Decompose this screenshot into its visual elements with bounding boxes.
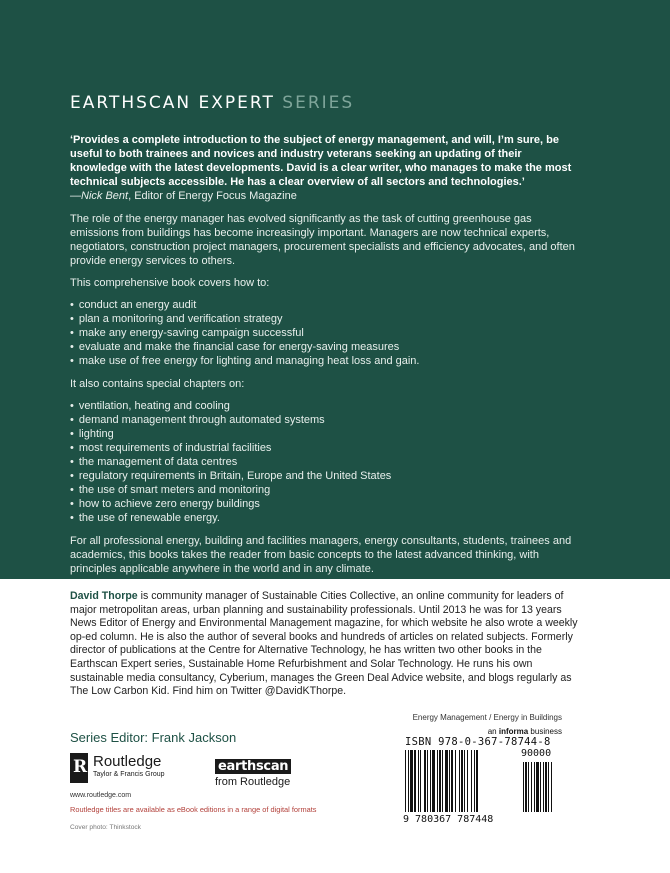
chapters-heading: It also contains special chapters on:: [70, 378, 245, 390]
cover-photo-credit: Cover photo: Thinkstock: [70, 824, 141, 831]
list-item: • most requirements of industrial facilities: [70, 441, 575, 455]
barcode-ean-digits: 9 780367 787448: [403, 814, 494, 825]
attribution-role: , Editor of Energy Focus Magazine: [128, 190, 297, 202]
barcode-bar: [432, 750, 435, 812]
barcode-bar: [445, 750, 448, 812]
routledge-mark-icon: [70, 753, 88, 783]
attribution-name: —Nick Bent: [70, 190, 129, 202]
barcode-bar: [437, 750, 438, 812]
list-item: • conduct an energy audit: [70, 298, 575, 312]
quote-attribution: [70, 189, 575, 203]
earthscan-from-routledge: from Routledge: [215, 776, 291, 788]
barcode-bar: [439, 750, 441, 812]
barcode-bar: [476, 750, 478, 812]
ebook-note: Routledge titles are available as eBook editions in a range of digital formats: [70, 805, 317, 814]
informa-brand: informa: [498, 727, 529, 736]
series-editor: Series Editor: Frank Jackson: [70, 730, 237, 745]
barcode-bar: [451, 750, 453, 812]
barcode-bar: [420, 750, 421, 812]
isbn-barcode: [403, 736, 563, 826]
barcode-bar: [410, 750, 413, 812]
series-title-main: EARTHSCAN EXPERT: [70, 93, 283, 113]
author-name: David Thorpe: [70, 590, 138, 602]
barcode-addon-bar: [545, 762, 547, 812]
barcode-bar: [459, 750, 460, 812]
informa-suffix: business: [528, 727, 562, 736]
informa-prefix: an: [487, 727, 499, 736]
covers-list: [70, 298, 575, 368]
routledge-mark-letter: R: [73, 757, 88, 777]
routledge-logo: [70, 753, 190, 787]
list-item: • the management of data centres: [70, 455, 575, 469]
covers-heading: This comprehensive book covers how to:: [70, 277, 270, 289]
barcode-addon-bar: [543, 762, 544, 812]
list-item: • evaluate and make the financial case for energy-saving measures: [70, 340, 575, 354]
author-bio: [70, 590, 580, 699]
barcode-bars-icon: [403, 750, 563, 814]
list-item: • lighting: [70, 427, 575, 441]
barcode-bar: [449, 750, 450, 812]
barcode-bar: [408, 750, 409, 812]
list-item: • plan a monitoring and verification strategy: [70, 312, 575, 326]
list-item: • regulatory requirements in Britain, Europe and the United States: [70, 469, 575, 483]
series-title-light: SERIES: [282, 93, 355, 113]
barcode-bar: [455, 750, 456, 812]
barcode-addon-bar: [534, 762, 535, 812]
barcode-bar: [405, 750, 406, 812]
list-item: • make any energy-saving campaign successful: [70, 326, 575, 340]
list-item: • the use of renewable energy.: [70, 511, 575, 525]
barcode-addon-bar: [551, 762, 552, 812]
intro-paragraph: The role of the energy manager has evolved significantly as the task of cutting greenhouse gas emissions from buildings has become increasingly important. Managers are now technical experts, negotiators, construction project managers, procurement specialists and efficiency advocates, and often provide energy services to others.: [70, 213, 575, 267]
barcode-bar: [464, 750, 465, 812]
subject-category: Energy Management / Energy in Buildings: [412, 713, 562, 722]
endorsement-quote: ‘Provides a complete introduction to the subject of energy management, and will, I’m sure, be useful to both trainees and novices and industry veterans seeking an updating of their knowledge with the latest developments. David is a clear writer, who manages to make the most technical subjects accessible. He has a clear overview of all sectors and technologies.’: [70, 134, 572, 188]
barcode-bar: [474, 750, 475, 812]
earthscan-logo: [215, 757, 315, 789]
barcode-bar: [471, 750, 472, 812]
list-item: • demand management through automated systems: [70, 413, 575, 427]
barcode-bar: [461, 750, 463, 812]
closing-paragraph: For all professional energy, building and facilities managers, energy consultants, students, trainees and academics, this books takes the reader from basic concepts to the latest advanced thinking, with principles applicable anywhere in the world and in any climate.: [70, 535, 572, 575]
barcode-addon-bar: [540, 762, 541, 812]
barcode-bar: [418, 750, 419, 812]
barcode-bar: [467, 750, 468, 812]
chapters-list: [70, 399, 575, 525]
routledge-subtitle: Taylor & Francis Group: [93, 771, 165, 778]
routledge-url: www.routledge.com: [70, 792, 132, 799]
main-description: [70, 133, 575, 584]
informa-tagline: [488, 727, 562, 736]
barcode-bar: [430, 750, 431, 812]
routledge-name: Routledge: [93, 753, 162, 770]
barcode-bar: [427, 750, 428, 812]
isbn-text: ISBN 978-0-367-78744-8: [405, 736, 551, 748]
barcode-addon-bar: [548, 762, 549, 812]
lower-white-panel: [0, 579, 670, 873]
series-title: [70, 93, 354, 113]
list-item: • how to achieve zero energy buildings: [70, 497, 575, 511]
barcode-addon-bar: [531, 762, 532, 812]
barcode-bar: [414, 750, 416, 812]
barcode-addon-bar: [536, 762, 539, 812]
list-item: • the use of smart meters and monitoring: [70, 483, 575, 497]
list-item: • ventilation, heating and cooling: [70, 399, 575, 413]
barcode-addon-bar: [523, 762, 524, 812]
list-item: • make use of free energy for lighting and managing heat loss and gain.: [70, 354, 575, 368]
barcode-addon-bar: [525, 762, 527, 812]
author-bio-text: is community manager of Sustainable Cities Collective, an online community for leaders of major metropolitan areas, urban planning and sustainability professionals. Until 2013 he was for 13 years News Editor of Energy and Environmental Management magazine, for which website he also wrote a weekly op-ed column. He is also the author of several books and hundreds of articles on related subjects. Formerly director of publications at the Centre for Alternative Technology, he has written two other books in the Earthscan Expert series, Sustainable Home Refurbishment and Solar Technology. He runs his own sustainable media consultancy, Cyberium, manages the Green Deal Advice website, and blogs regularly as The Low Carbon Kid. Find him on Twitter @DavidKThorpe.: [70, 590, 578, 698]
barcode-bar: [442, 750, 443, 812]
earthscan-wordmark: earthscan: [215, 759, 291, 774]
barcode-bar: [424, 750, 426, 812]
barcode-addon-digits: 90000: [521, 748, 552, 759]
barcode-addon-bar: [528, 762, 529, 812]
